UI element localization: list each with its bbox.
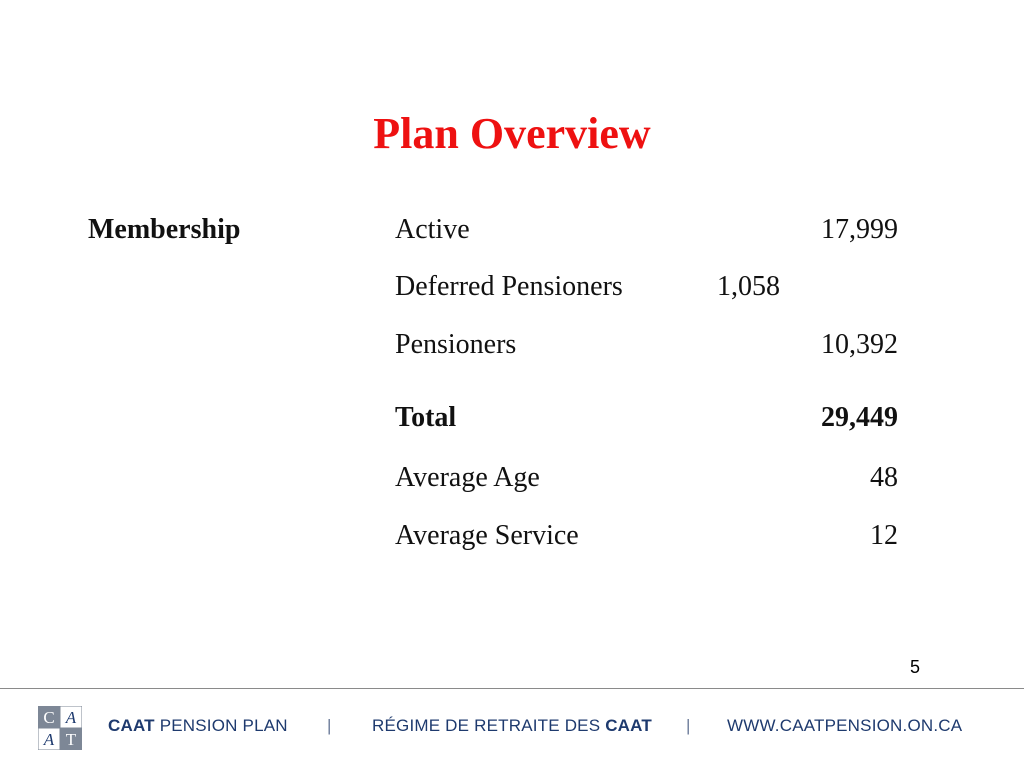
row-value: 10,392: [821, 329, 898, 360]
footer-french-name: [372, 716, 652, 736]
logo-letter: T: [65, 730, 77, 749]
footer-divider: [0, 688, 1024, 689]
membership-row-total: [395, 402, 898, 438]
footer-brand: [108, 716, 288, 736]
membership-row-deferred-pensioners: [395, 271, 898, 307]
membership-row-pensioners: [395, 329, 898, 365]
section-label-membership: Membership: [88, 214, 241, 245]
page-number: 5: [910, 657, 921, 677]
footer-separator: |: [327, 716, 332, 735]
row-value: 29,449: [821, 402, 898, 433]
logo-letter: A: [43, 730, 55, 749]
row-value: 48: [870, 462, 898, 493]
footer-french-bold: CAAT: [605, 716, 652, 735]
footer-brand-rest: PENSION PLAN: [159, 716, 288, 735]
membership-row-average-service: [395, 520, 898, 556]
footer-website-link[interactable]: WWW.CAATPENSION.ON.CA: [727, 716, 963, 735]
row-value: 17,999: [821, 214, 898, 245]
footer-french-prefix: RÉGIME DE RETRAITE DES: [372, 716, 601, 735]
row-value: 12: [870, 520, 898, 551]
row-label: Total: [395, 402, 457, 433]
caat-logo-icon: [38, 706, 82, 750]
row-label: Active: [395, 214, 470, 245]
logo-letter: A: [65, 708, 77, 727]
row-label: Deferred Pensioners: [395, 271, 623, 302]
row-label: Average Age: [395, 462, 540, 493]
slide-title: Plan Overview: [373, 109, 651, 158]
logo-letter: C: [43, 708, 55, 727]
footer-separator: |: [686, 716, 691, 735]
row-label: Average Service: [395, 520, 579, 551]
membership-row-active: [395, 214, 898, 250]
footer-brand-bold: CAAT: [108, 716, 155, 735]
membership-row-average-age: [395, 462, 898, 498]
row-value: 1,058: [717, 271, 780, 302]
row-label: Pensioners: [395, 329, 517, 360]
